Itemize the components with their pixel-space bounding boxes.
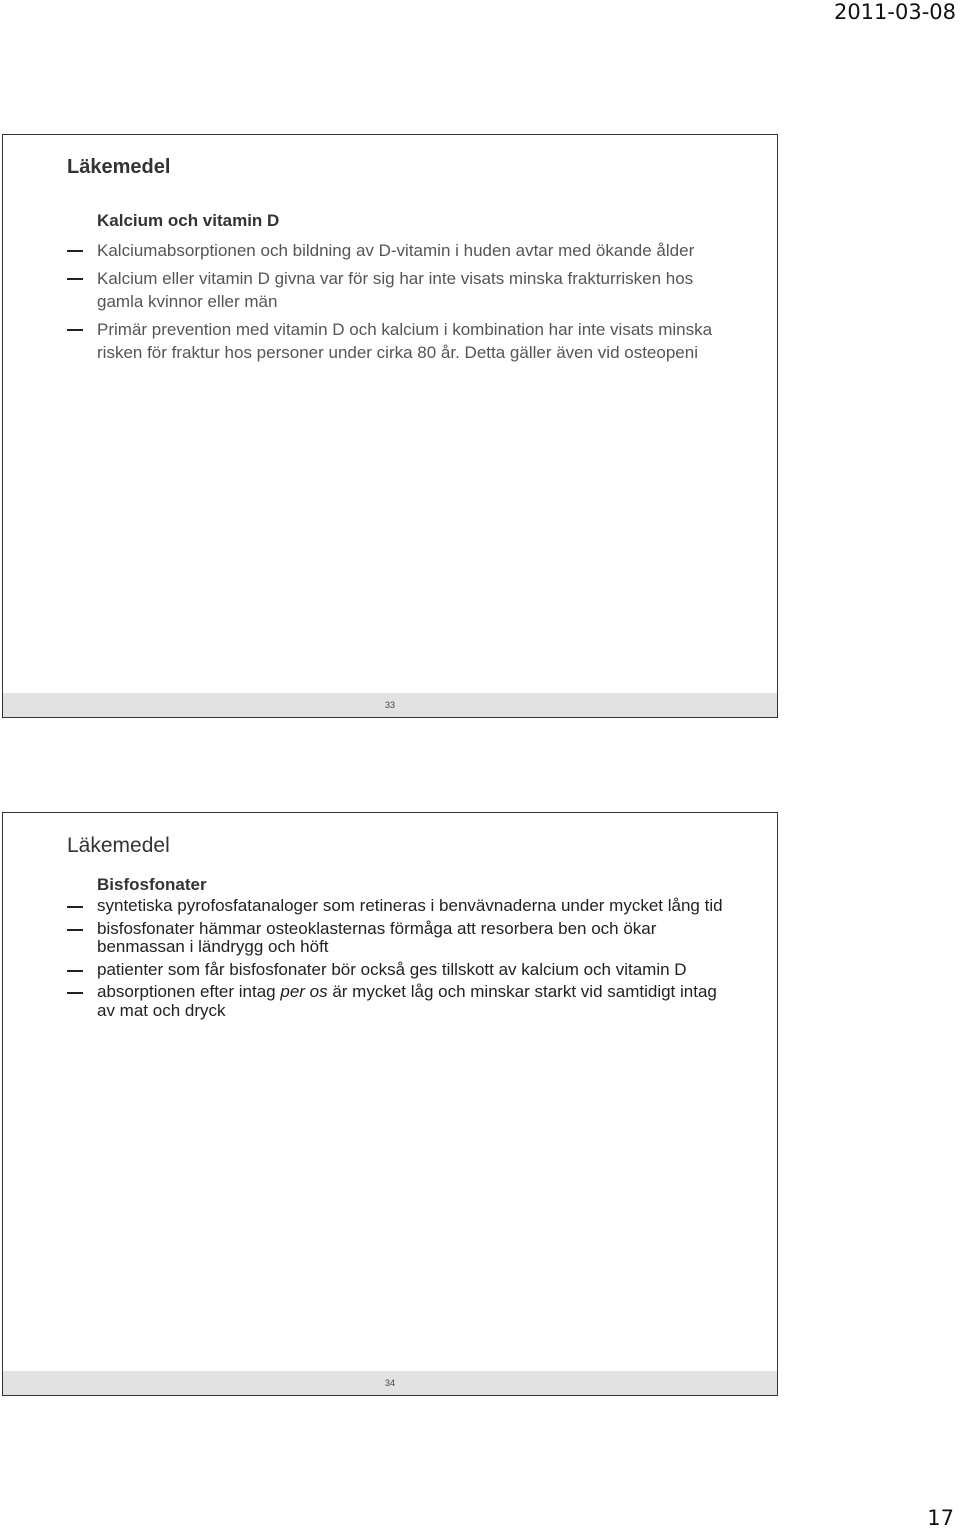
bullet-item xyxy=(67,983,737,1020)
bullet-text: patienter som får bisfosfonater bör också ges tillskott av kalcium och vitamin D xyxy=(97,959,687,979)
bullet-text: Kalcium eller vitamin D givna var för sig har inte visats minska frakturrisken hos gamla kvinnor eller män xyxy=(97,268,694,311)
page-number: 17 xyxy=(927,1506,954,1530)
dash-bullet-icon xyxy=(67,992,83,994)
slide-33 xyxy=(2,134,778,718)
slide-footer-bar xyxy=(3,693,777,717)
bullet-text: syntetiska pyrofosfatanaloger som retineras i benvävnaderna under mycket lång tid xyxy=(97,896,723,915)
slide-title: Läkemedel xyxy=(67,156,171,178)
page-date: 2011-03-08 xyxy=(833,0,956,24)
slide-34 xyxy=(2,812,778,1396)
slide-number: 33 xyxy=(384,700,395,710)
dash-bullet-icon xyxy=(67,970,83,972)
bullet-item xyxy=(67,318,737,365)
dash-bullet-icon xyxy=(67,329,83,331)
bullet-text-before: absorptionen efter intag xyxy=(97,982,281,1001)
bullet-text-after: är mycket låg och minskar starkt vid samtidigt intag av mat och dryck xyxy=(97,982,717,1020)
bullet-text: Kalciumabsorptionen och bildning av D-vitamin i huden avtar med ökande ålder xyxy=(97,241,695,260)
bullet-text: Primär prevention med vitamin D och kalcium i kombination har inte visats minska risken för fraktur hos personer under cirka 80 år. Detta gäller även vid osteopeni xyxy=(97,319,713,362)
slide-number: 34 xyxy=(384,1378,395,1388)
slide-title: Läkemedel xyxy=(67,834,170,857)
slide-body xyxy=(67,211,737,369)
bullet-item xyxy=(67,920,737,957)
bullet-item xyxy=(67,897,737,916)
slide-body xyxy=(67,875,737,1024)
bullet-item xyxy=(67,961,737,980)
slide-footer-bar xyxy=(3,1371,777,1395)
bullet-item xyxy=(67,267,737,314)
bullet-text-italic: per os xyxy=(280,982,328,1001)
dash-bullet-icon xyxy=(67,278,83,280)
bullet-item xyxy=(67,239,737,263)
dash-bullet-icon xyxy=(67,906,83,908)
dash-bullet-icon xyxy=(67,250,83,252)
bullet-text: bisfosfonater hämmar osteoklasternas förmåga att resorbera ben och ökar benmassan i ländrygg och höft xyxy=(97,918,657,956)
slide-subheading: Kalcium och vitamin D xyxy=(97,211,280,230)
slide-subheading: Bisfosfonater xyxy=(97,875,207,894)
dash-bullet-icon xyxy=(67,929,83,931)
